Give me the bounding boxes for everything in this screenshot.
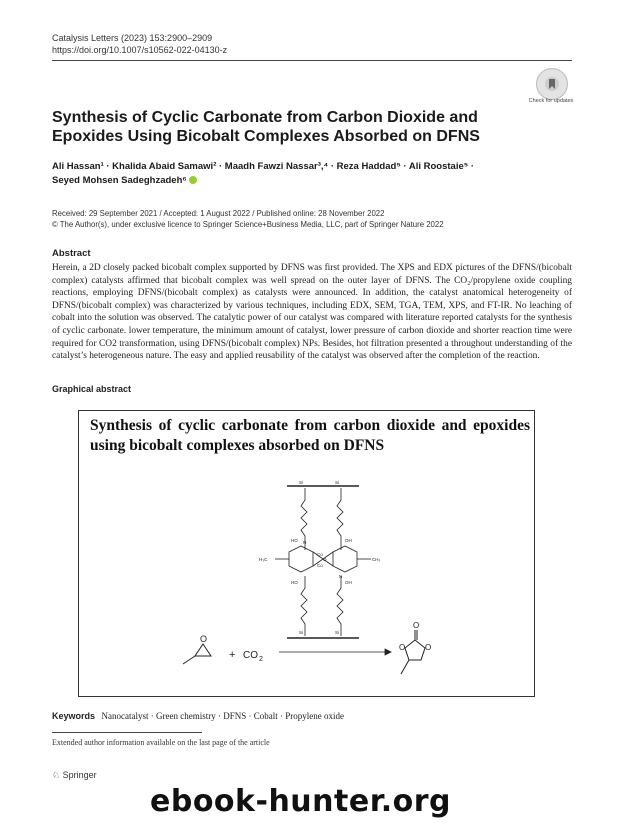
tether-left-bottom: [301, 576, 307, 636]
ring-right: [333, 546, 357, 572]
journal-citation: Catalysis Letters (2023) 153:2900–2909: [52, 33, 213, 43]
author-list: [52, 160, 522, 188]
label-n-bottom: N: [339, 574, 343, 579]
cyclic-carbonate-structure: [401, 630, 425, 674]
publisher-logo: [52, 770, 97, 781]
footnote-rule: [52, 732, 202, 733]
ring-left: [289, 546, 313, 572]
graphical-abstract-title: Synthesis of cyclic carbonate from carbon dioxide and epoxides using bicobalt complexes absorbed on DFNS: [90, 417, 530, 454]
orcid-icon[interactable]: [189, 176, 197, 184]
watermark-text: ebook-hunter.org: [150, 784, 451, 819]
epoxide-oxygen: O: [200, 634, 208, 644]
copyright-line: © The Author(s), under exclusive licence to Springer Science+Business Media, LLC, part of Springer Nature 2022: [52, 220, 444, 229]
label-si-bl: Si: [299, 630, 304, 635]
doi-link[interactable]: https://doi.org/10.1007/s10562-022-04130-z: [52, 45, 228, 55]
label-o-center: O: [323, 557, 327, 562]
publication-history: Received: 29 September 2021 / Accepted: 1 August 2022 / Published online: 28 November 2022: [52, 209, 385, 218]
label-oh-bottom: OH: [345, 580, 352, 585]
co2-subscript: 2: [259, 656, 263, 663]
label-co-top: Co: [317, 552, 323, 557]
bookmark-icon: [544, 76, 560, 92]
abstract-heading: Abstract: [52, 248, 91, 259]
author-line-1: Ali Hassan¹ · Khalida Abaid Samawi² · Maadh Fawzi Nassar³,⁴ · Reza Haddad⁵ · Ali Roostaie⁵ ·: [52, 161, 475, 172]
co2-label: CO: [243, 650, 258, 661]
label-co-bottom: Co: [317, 563, 323, 568]
tether-right-top: [337, 488, 343, 550]
label-ch3-left: H₃C: [259, 557, 268, 562]
label-si-tl: Si: [299, 480, 304, 485]
reaction-scheme: [79, 470, 532, 694]
graphical-abstract-heading: Graphical abstract: [52, 384, 132, 394]
carbonate-oxygen-right: O: [425, 643, 432, 652]
keywords-section: [52, 711, 572, 721]
article-title: Synthesis of Cyclic Carbonate from Carbon Dioxide and Epoxides Using Bicobalt Complexes Absorbed on DFNS: [52, 109, 480, 145]
label-si-tr: Si: [335, 480, 340, 485]
label-si-br: Si: [335, 630, 340, 635]
author-info-footnote: Extended author information available on the last page of the article: [52, 738, 270, 747]
epoxide-structure: [183, 644, 211, 664]
label-ho-top: HO: [291, 538, 298, 543]
keywords-list: Nanocatalyst · Green chemistry · DFNS · Cobalt · Propylene oxide: [101, 711, 344, 721]
check-updates-badge[interactable]: [536, 68, 568, 100]
header-rule: [52, 60, 572, 61]
author-line-2: Seyed Mohsen Sadeghzadeh⁶: [52, 175, 187, 186]
journal-header: [52, 32, 227, 56]
tether-right-bottom: [337, 576, 343, 636]
publisher-name: Springer: [62, 770, 97, 780]
carbonate-oxygen-top: O: [413, 621, 420, 630]
carbonate-oxygen-left: O: [399, 643, 406, 652]
check-updates-label: Check for updates: [528, 98, 574, 104]
label-ch3-right: CH₃: [372, 557, 381, 562]
label-ho-bottom: HO: [291, 580, 298, 585]
article-dates: [52, 208, 572, 230]
reaction-arrow: [279, 649, 391, 655]
label-n-top: N: [303, 540, 307, 545]
springer-horse-icon: ♘: [52, 770, 61, 780]
abstract-text: Herein, a 2D closely packed bicobalt complex supported by DFNS was first provided. The XPS and EDX pictures of the DFNS/(bicobalt complex) catalysts affirmed that bicobalt complex was well spread on the outer layer of DFNS. The CO₂/propylene oxide coupling reactions, employing DFNS/(bicobalt complex) as catalysts were announced. In addition, the catalyst anatomical heterogeneity of DFNS/(bicobalt complex) was characterized by various techniques, including EDX, SEM, TGA, TEM, XPS, and FT-IR. No leaching of cobalt into the solution was observed. The catalytic power of our catalyst was compared with literature reported catalysts for the synthesis of cyclic carbonate. lower temperature, the minimum amount of catalyst, lower pressure of carbon dioxide and shorter reaction time were required for CO2 transformation, using DFNS/(bicobalt complex) NPs. Besides, hot filtration presented a throughout understanding of the catalyst’s heterogeneous nature. The easy and applied reusability of the catalyst was observed after the completion of the reaction.: [52, 263, 572, 362]
label-oh-top: OH: [345, 538, 352, 543]
plus-sign: +: [229, 649, 236, 661]
keywords-label: Keywords: [52, 711, 96, 721]
